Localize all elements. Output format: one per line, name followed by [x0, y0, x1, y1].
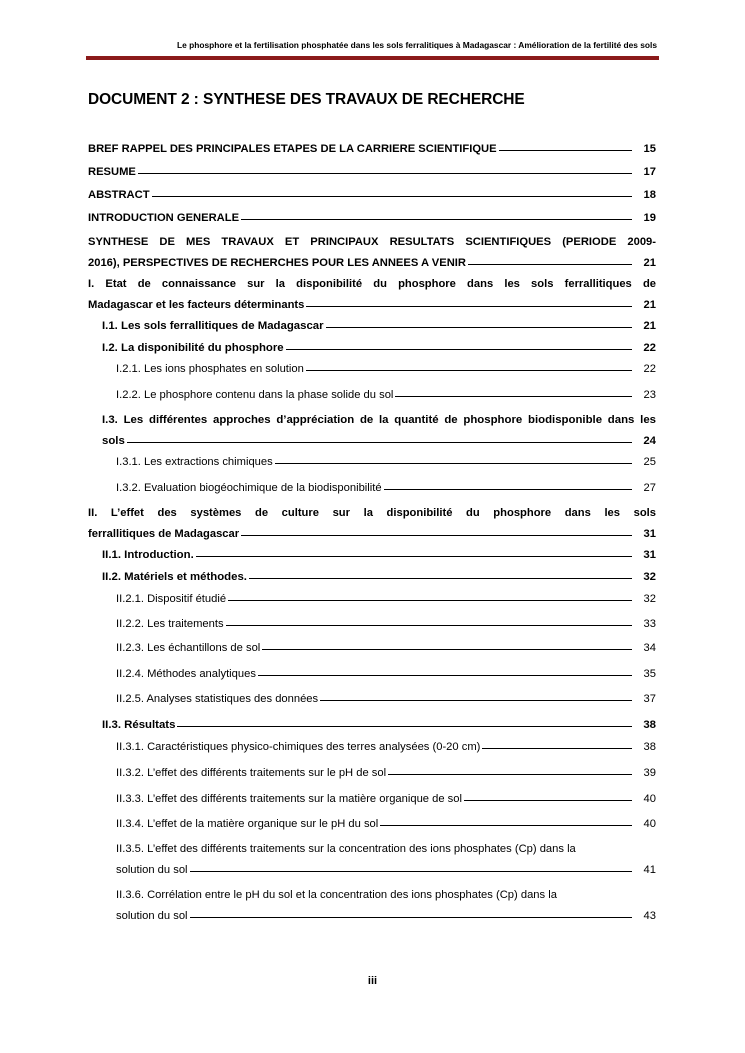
toc-entry-abstract[interactable] [88, 185, 656, 206]
toc-entry-title-line1: I.3. Les différentes approches d’appréciation de la quantité de phosphore biodisponible dans les [102, 414, 656, 426]
page-title: DOCUMENT 2 : SYNTHESE DES TRAVAUX DE RECHERCHE [88, 91, 525, 108]
toc-page-number: 40 [643, 818, 656, 830]
toc-entry-title-line1: SYNTHESE DE MES TRAVAUX ET PRINCIPAUX RESULTATS SCIENTIFIQUES (PERIODE 2009- [88, 236, 656, 248]
toc-entry-2-3[interactable] [102, 715, 656, 736]
toc-entry-title: I.2. La disponibilité du phosphore [102, 342, 284, 354]
toc-leader [464, 788, 632, 801]
toc-page-number: 39 [643, 767, 656, 779]
toc-leader [249, 566, 632, 579]
toc-page-number: 15 [643, 143, 656, 155]
toc-entry-title-line1: II. L’effet des systèmes de culture sur la disponibilité du phosphore dans les sols [88, 507, 656, 519]
toc-leader [262, 637, 632, 650]
toc-page-number: 17 [643, 166, 656, 178]
toc-entry-title-line1: II.3.5. L’effet des différents traitements sur la concentration des ions phosphates (Cp) dans la [116, 843, 576, 855]
toc-entry-title-line2: 2016), PERSPECTIVES DE RECHERCHES POUR LES ANNEES A VENIR [88, 257, 466, 269]
toc-entry-1-2-2[interactable] [116, 385, 656, 406]
toc-page-number: 21 [643, 320, 656, 332]
toc-leader [190, 905, 632, 918]
toc-entry-synthese[interactable] [88, 232, 656, 274]
toc-leader [228, 588, 632, 601]
toc-leader [241, 523, 632, 536]
toc-page-number: 40 [643, 793, 656, 805]
toc-page-number: 21 [643, 257, 656, 269]
toc-page-number: 31 [643, 528, 656, 540]
toc-entry-2-3-5[interactable] [116, 839, 656, 881]
toc-entry-title: II.2.3. Les échantillons de sol [116, 642, 261, 654]
toc-entry-1-3-2[interactable] [116, 478, 656, 499]
toc-leader [241, 207, 632, 220]
toc-entry-title-line2: solution du sol [116, 864, 188, 876]
toc-page-number: 31 [643, 549, 656, 561]
toc-page-number: 22 [643, 342, 656, 354]
toc-page-number: 34 [643, 642, 656, 654]
toc-entry-title: I.2.1. Les ions phosphates en solution [116, 363, 304, 375]
toc-page-number: 38 [643, 719, 656, 731]
toc-leader [127, 430, 632, 443]
toc-entry-part-2[interactable] [88, 503, 656, 545]
toc-entry-2-2-2[interactable] [116, 614, 656, 635]
toc-entry-1-2-1[interactable] [116, 359, 656, 380]
toc-entry-title: II.3.4. L’effet de la matière organique sur le pH du sol [116, 818, 379, 830]
toc-entry-2-2[interactable] [102, 567, 656, 588]
toc-entry-2-2-5[interactable] [116, 689, 656, 710]
toc-leader [258, 663, 632, 676]
toc-entry-title: II.2.1. Dispositif étudié [116, 593, 227, 605]
toc-entry-title: II.2.2. Les traitements [116, 618, 224, 630]
toc-entry-title: II.3.2. L’effet des différents traitements sur le pH de sol [116, 767, 387, 779]
toc-page-number: 35 [643, 668, 656, 680]
toc-entry-1-1[interactable] [102, 316, 656, 337]
running-header: Le phosphore et la fertilisation phosphatée dans les sols ferralitiques à Madagascar : Amélioration de la fertilité des sols [177, 40, 657, 50]
toc-entry-title-line1: I. Etat de connaissance sur la disponibilité du phosphore dans les sols ferrallitiques de [88, 278, 656, 290]
toc-entry-introduction[interactable] [88, 208, 656, 229]
toc-leader [306, 358, 632, 371]
toc-page-number: 22 [643, 363, 656, 375]
toc-leader [384, 477, 632, 490]
toc-entry-title: II.2.5. Analyses statistiques des données [116, 693, 319, 705]
toc-entry-title: II.3.3. L’effet des différents traitements sur la matière organique de sol [116, 793, 462, 805]
toc-leader [177, 714, 632, 727]
toc-entry-title-line2: ferrallitiques de Madagascar [88, 528, 240, 540]
toc-entry-resume[interactable] [88, 162, 656, 183]
toc-page-number: 32 [643, 593, 656, 605]
toc-page-number: 43 [643, 910, 656, 922]
toc-entry-bref-rappel[interactable] [88, 139, 656, 160]
toc-entry-2-2-3[interactable] [116, 638, 656, 659]
toc-entry-2-3-4[interactable] [116, 814, 656, 835]
toc-leader [482, 736, 632, 749]
toc-entry-2-2-1[interactable] [116, 589, 656, 610]
toc-entry-1-3-1[interactable] [116, 452, 656, 473]
toc-leader [196, 544, 632, 557]
toc-entry-2-3-3[interactable] [116, 789, 656, 810]
toc-leader [395, 384, 632, 397]
toc-leader [190, 859, 632, 872]
toc-page-number: 37 [643, 693, 656, 705]
toc-entry-title: I.1. Les sols ferrallitiques de Madagascar [102, 320, 324, 332]
toc-leader [306, 294, 632, 307]
toc-entry-title: I.2.2. Le phosphore contenu dans la phase solide du sol [116, 389, 394, 401]
toc-leader [326, 315, 632, 328]
toc-entry-2-3-6[interactable] [116, 885, 656, 927]
toc-entry-title: II.3.1. Caractéristiques physico-chimiques des terres analysées (0-20 cm) [116, 741, 481, 753]
toc-page-number: 27 [643, 482, 656, 494]
toc-leader [286, 337, 632, 350]
toc-entry-title: RESUME [88, 166, 136, 178]
toc-entry-part-1[interactable] [88, 274, 656, 316]
page-number: iii [367, 975, 378, 987]
toc-page-number: 41 [643, 864, 656, 876]
toc-entry-title: I.3.1. Les extractions chimiques [116, 456, 273, 468]
toc-entry-title: ABSTRACT [88, 189, 150, 201]
toc-entry-title: I.3.2. Evaluation biogéochimique de la biodisponibilité [116, 482, 382, 494]
toc-leader [226, 613, 632, 626]
toc-entry-2-1[interactable] [102, 545, 656, 566]
toc-entry-title: INTRODUCTION GENERALE [88, 212, 240, 224]
toc-entry-2-2-4[interactable] [116, 664, 656, 685]
toc-leader [499, 138, 632, 151]
header-rule [86, 56, 659, 60]
toc-entry-title: II.2. Matériels et méthodes. [102, 571, 247, 583]
toc-leader [380, 813, 632, 826]
toc-entry-title: BREF RAPPEL DES PRINCIPALES ETAPES DE LA CARRIERE SCIENTIFIQUE [88, 143, 497, 155]
toc-page-number: 33 [643, 618, 656, 630]
toc-leader [275, 451, 632, 464]
toc-entry-title-line2: Madagascar et les facteurs déterminants [88, 299, 305, 311]
toc-entry-title-line2: solution du sol [116, 910, 188, 922]
toc-leader [468, 252, 632, 265]
toc-entry-title-line1: II.3.6. Corrélation entre le pH du sol et la concentration des ions phosphates (Cp) dans la [116, 889, 557, 901]
toc-page-number: 25 [643, 456, 656, 468]
toc-page-number: 23 [643, 389, 656, 401]
toc-page-number: 21 [643, 299, 656, 311]
toc-entry-title: II.3. Résultats [102, 719, 176, 731]
toc-leader [152, 184, 632, 197]
toc-page-number: 19 [643, 212, 656, 224]
toc-page-number: 38 [643, 741, 656, 753]
toc-leader [138, 161, 632, 174]
toc-entry-1-3[interactable] [102, 410, 656, 452]
toc-page-number: 18 [643, 189, 656, 201]
toc-entry-title: II.2.4. Méthodes analytiques [116, 668, 256, 680]
toc-entry-1-2[interactable] [102, 338, 656, 359]
toc-page-number: 32 [643, 571, 656, 583]
toc-entry-title: II.1. Introduction. [102, 549, 194, 561]
toc-page-number: 24 [643, 435, 656, 447]
toc-entry-2-3-2[interactable] [116, 763, 656, 784]
toc-entry-2-3-1[interactable] [116, 737, 656, 758]
toc-entry-title-line2: sols [102, 435, 125, 447]
toc-leader [388, 762, 632, 775]
toc-leader [320, 688, 632, 701]
